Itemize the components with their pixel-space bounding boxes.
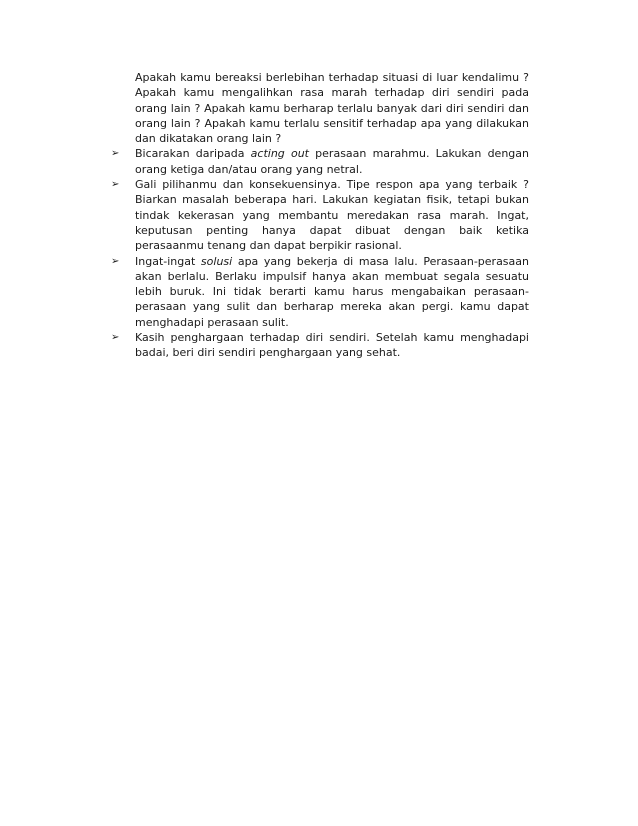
- list-item: [109, 146, 529, 177]
- list-item: [109, 330, 529, 361]
- item-text: Kasih penghargaan terhadap diri sendiri. Setelah kamu menghadapi badai, beri diri sendiri penghargaan yang sehat.: [135, 331, 529, 360]
- tips-list: [109, 146, 529, 360]
- item-emphasis: acting out: [250, 147, 309, 161]
- item-emphasis: solusi: [200, 254, 233, 268]
- arrow-bullet-icon: ➢: [111, 255, 120, 267]
- intro-paragraph: Apakah kamu bereaksi berlebihan terhadap situasi di luar kendalimu ? Apakah kamu mengalihkan rasa marah terhadap diri sendiri pada orang lain ? Apakah kamu berharap terlalu banyak dari diri sendiri dan orang lain ? Apakah kamu terlalu sensitif terhadap apa yang dilakukan dan dikatakan orang lain ?: [135, 71, 529, 146]
- list-item: [109, 177, 529, 253]
- arrow-bullet-icon: ➢: [111, 148, 120, 160]
- item-text: Gali pilihanmu dan konsekuensinya. Tipe respon apa yang terbaik ? Biarkan masalah beberapa hari. Lakukan kegiatan fisik, tetapi bukan tindak kekerasan yang membantu meredakan rasa marah. Ingat, keputusan penting hanya dapat dibuat dengan baik ketika perasaanmu tenang dan dapat berpikir rasional.: [135, 178, 529, 253]
- item-text: Ingat-ingat: [135, 254, 201, 268]
- document-body: [109, 70, 529, 361]
- list-item: [109, 254, 529, 330]
- item-text-continued: perasaan marahmu. Lakukan dengan orang ketiga dan/atau orang yang netral.: [135, 147, 529, 176]
- arrow-bullet-icon: ➢: [111, 332, 120, 344]
- arrow-bullet-icon: ➢: [111, 179, 120, 191]
- item-text-continued: apa yang bekerja di masa lalu. Perasaan-perasaan akan berlalu. Berlaku impulsif hanya akan membuat segala sesuatu lebih buruk. Ini tidak berarti kamu harus mengabaikan perasaan-perasaan yang sulit dan berharap mereka akan pergi. kamu dapat menghadapi perasaan sulit.: [135, 254, 529, 329]
- item-text: Bicarakan daripada: [135, 147, 251, 161]
